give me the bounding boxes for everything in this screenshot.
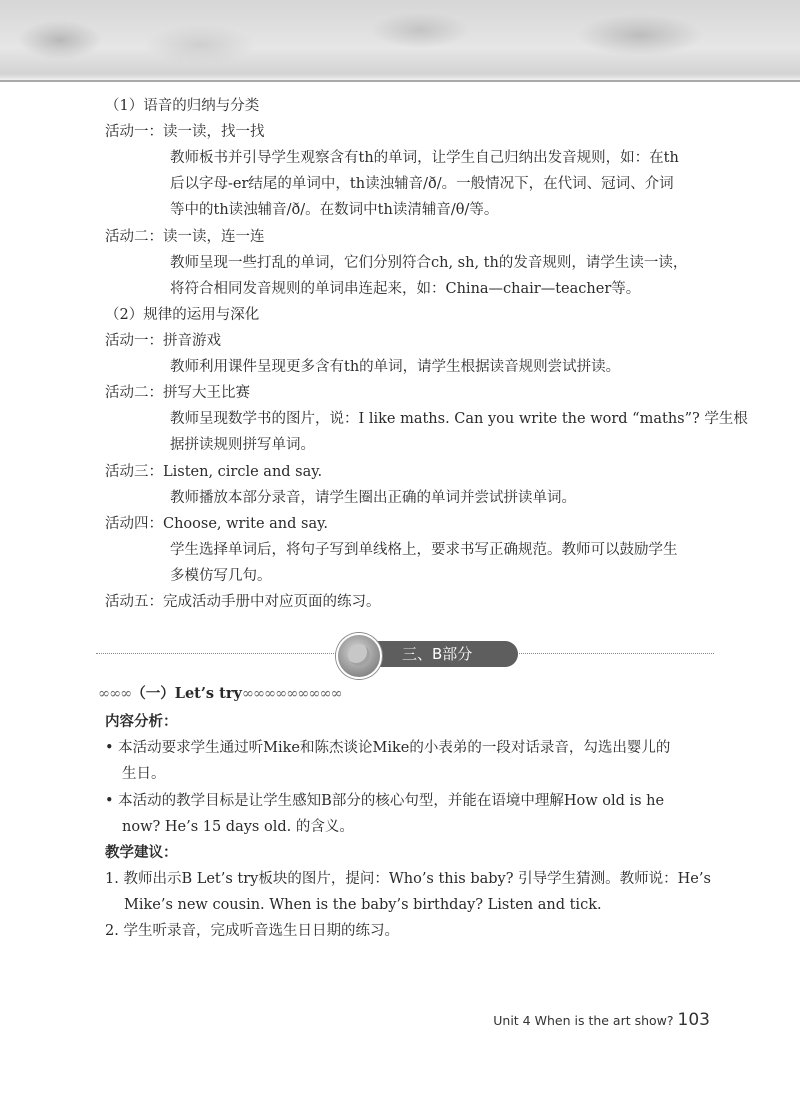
suggestion-line: 2. 学生听录音，完成听音选生日日期的练习。 (105, 923, 399, 939)
footer-unit-title: Unit 4 When is the art show? (493, 1013, 674, 1028)
body-line: 学生选择单词后，将句子写到单线格上，要求书写正确规范。教师可以鼓励学生 (170, 542, 678, 558)
body-line: 后以字母-er结尾的单词中，th读浊辅音/ð/。一般情况下，在代词、冠词、介词 (170, 176, 674, 192)
bullet-line: • 本活动的教学目标是让学生感知B部分的核心句型，并能在语境中理解How old is he (105, 793, 665, 809)
subsection-dots-right: ∞∞∞∞∞∞∞∞∞ (241, 686, 342, 702)
body-line: 教师播放本部分录音，请学生圈出正确的单词并尝试拼读单词。 (170, 490, 576, 506)
activity-heading: 活动一：拼音游戏 (105, 333, 221, 349)
subsection-title-text: （一）Let’s try (131, 685, 242, 702)
body-line: 多模仿写几句。 (170, 568, 272, 584)
page-footer (493, 1010, 710, 1030)
activity-heading: 活动五：完成活动手册中对应页面的练习。 (105, 594, 381, 610)
header-banner-image (0, 0, 800, 82)
body-line: 教师利用课件呈现更多含有th的单词，请学生根据读音规则尝试拼读。 (170, 359, 621, 375)
page-number: 103 (677, 1010, 710, 1030)
suggestion-line: 1. 教师出示B Let’s try板块的图片，提问：Who’s this baby? 引导学生猜测。教师说：He’s (105, 871, 711, 887)
subsection-title (98, 684, 342, 704)
phonics-heading: （1）语音的归纳与分类 (105, 98, 260, 114)
activity-heading: 活动一：读一读，找一找 (105, 124, 265, 140)
teaching-suggestions-heading: 教学建议： (105, 844, 178, 861)
bullet-line: • 本活动要求学生通过听Mike和陈杰谈论Mike的小表弟的一段对话录音，勾选出婴儿的 (105, 740, 671, 756)
activity-heading: 活动二：读一读，连一连 (105, 229, 265, 245)
cartoon-bear-icon (336, 633, 382, 679)
body-line: 将符合相同发音规则的单词串连起来，如：China—chair—teacher等。 (170, 281, 641, 297)
activity-heading: 活动二：拼写大王比赛 (105, 385, 250, 401)
body-line: 据拼读规则拼写单词。 (170, 437, 315, 453)
body-line: 教师板书并引导学生观察含有th的单词，让学生自己归纳出发音规则，如：在th (170, 150, 679, 166)
body-line: 教师呈现一些打乱的单词，它们分别符合ch, sh, th的发音规则，请学生读一读， (170, 255, 688, 271)
bullet-line: 生日。 (122, 766, 166, 782)
section-title-tab: 三、B部分 (350, 641, 518, 667)
suggestion-line: Mike’s new cousin. When is the baby’s birthday? Listen and tick. (124, 897, 602, 913)
rule-heading: （2）规律的运用与深化 (105, 307, 260, 323)
bullet-line: now? He’s 15 days old. 的含义。 (122, 819, 354, 835)
activity-heading: 活动三：Listen, circle and say. (105, 464, 323, 480)
body-line: 等中的th读浊辅音/ð/。在数词中th读清辅音/θ/等。 (170, 202, 499, 218)
body-line: 教师呈现数学书的图片，说：I like maths. Can you write the word “maths”? 学生根 (170, 411, 748, 427)
content-analysis-heading: 内容分析： (105, 713, 178, 730)
activity-heading: 活动四：Choose, write and say. (105, 516, 328, 532)
subsection-dots-left: ∞∞∞ (98, 686, 132, 702)
